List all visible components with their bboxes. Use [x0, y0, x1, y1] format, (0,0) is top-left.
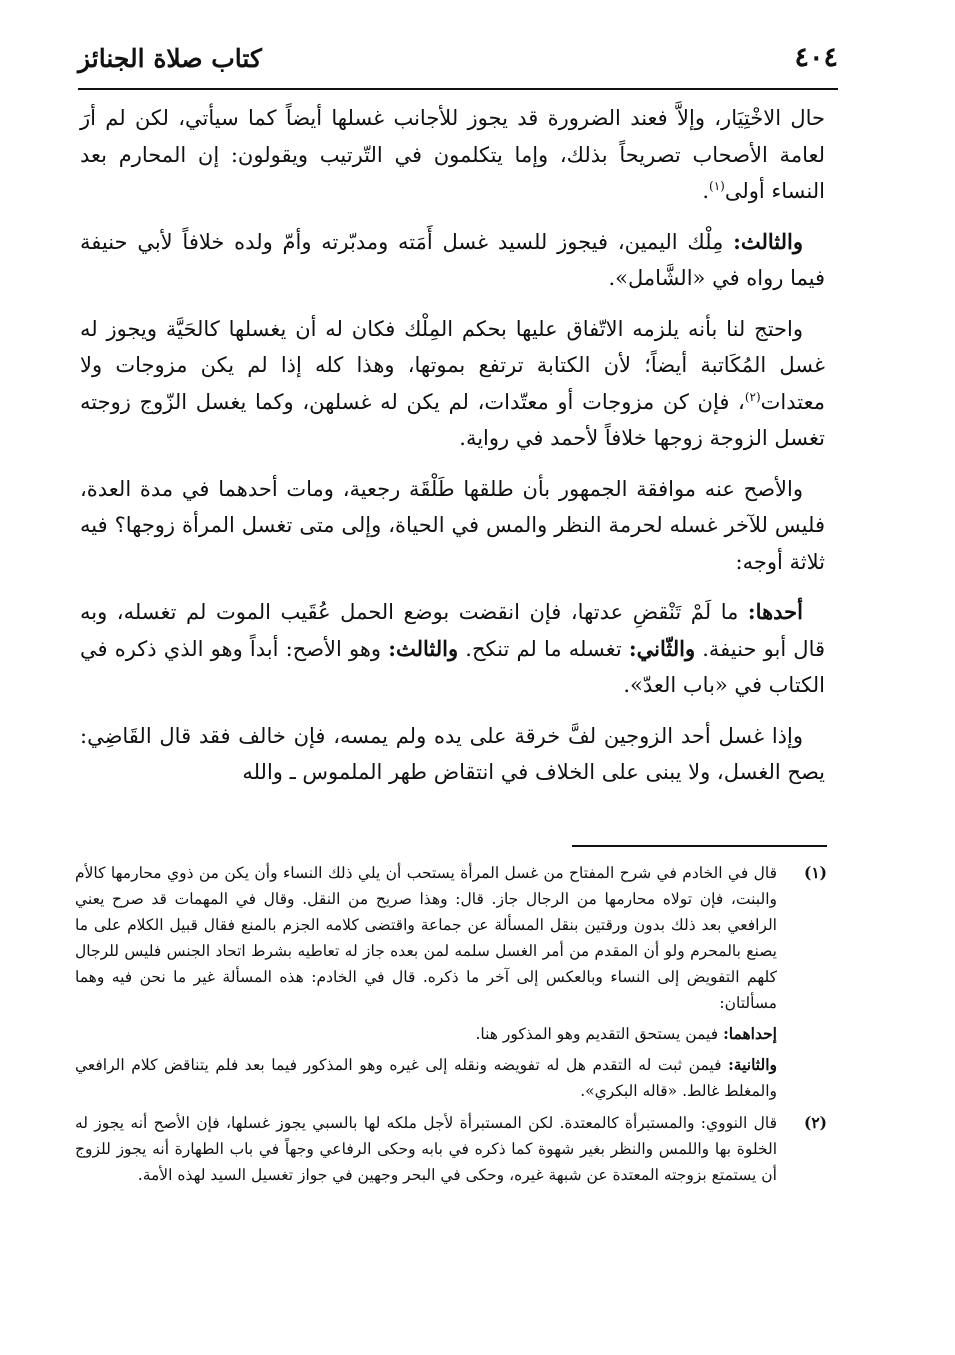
- running-title: كتاب صلاة الجنائز: [78, 44, 262, 73]
- term-first: أحدها:: [747, 599, 803, 624]
- main-text: [80, 100, 825, 805]
- paragraph-4: والأصح عنه موافقة الجمهور بأن طلقها طَلْقَة رجعية، ومات أحدهما في مدة العدة، فليس للآخر غسله لحرمة النظر والمس في الحياة، وإلى متى تغسل المرأة زوجها؟ فيه ثلاثة أوجه:: [80, 476, 825, 574]
- footnote-1-second-issue: والثانية: فيمن ثبت له التقدم هل له تفويضه ونقله إلى غيره وهو المذكور فيما بعد فلم يتناقض كلام الرافعي والمغلط غالط. «قاله البكري».: [75, 1055, 777, 1100]
- footnote-1-text: قال في الخادم في شرح المفتاح من غسل المرأة يستحب أن يلي ذلك النساء وأن يكن من ذوي محارمها كالأم والبنت، فإن تولاه محارمها من الرجال جاز. قال: وهذا صريح من النقل. وقال في المهمات قد صرح يعني الرافعي بعد ذلك بدون ورقتين بنقل المسألة عن جماعة واقتضى كلامه الجزم بالمنع فقال قبيل الكلام على ما يصنع بالمحرم ولو أن المقدم من أمر الغسل سلمه لمن بعده جاز له تعاطيه بشرط اتحاد الجنس فليس للرجال كلهم التفويض إلى النساء وبالعكس إلى آخر ما ذكره. قال في الخادم: هذه المسألة غير ما نحن فيه وهما مسألتان:: [75, 864, 777, 1012]
- term-third: والثالث:: [733, 228, 803, 254]
- footnote-2: [75, 1110, 827, 1188]
- footnote-number-1: (١): [803, 863, 827, 882]
- footnote-1: [75, 860, 827, 1104]
- footnote-separator: [572, 845, 827, 847]
- paragraph-6: وإذا غسل أحد الزوجين لفَّ خرقة على يده ولم يمسه، فإن خالف فقد قال القَاضِي: يصح الغسل، ولا يبنى على الخلاف في انتقاض طهر الملموس ـ والله: [80, 723, 825, 784]
- footnote-ref-1[interactable]: (١): [709, 179, 725, 193]
- page-number: ٤٠٤: [794, 42, 838, 73]
- term-second: والثّاني:: [628, 635, 696, 661]
- footnote-1-first-issue: إحداهما: فيمن يستحق التقديم وهو المذكور هنا.: [475, 1024, 777, 1043]
- paragraph-3: واحتج لنا بأنه يلزمه الاتّفاق عليها بحكم المِلْك فكان له أن يغسلها كالحَيَّة ويجوز له غسل المُكَاتبة أيضاً؛ لأن الكتابة ترتفع بموتها، وهذا كله إذا لم يكن مزوجات ولا معتدات$^{(٢)}$، فإن كن مزوجات أو معتّدات، لم يكن له غسلهن، وكما يغسل الزّوج زوجته تغسل الزوجة زوجها خلافاً لأحمد في رواية.: [80, 316, 825, 450]
- paragraph-1: حال الاخْتِيَار، وإلاَّ فعند الضرورة قد يجوز للأجانب غسلها أيضاً كما سيأتي، لكن لم أرَ لعامة الأصحاب تصريحاً بذلك، وإما يتكلمون في التّرتيب ويقولون: إن المحارم بعد النساء أولى$^{(١)}$.: [80, 106, 825, 203]
- page-header: [78, 38, 838, 90]
- footnote-2-text: قال النووي: والمستبرأة كالمعتدة. لكن المستبرأة لأجل ملكه لها بالسبي يجوز غسلها، فإن الأصح أنه يجوز له الخلوة بها واللمس والنظر بغير شهوة كما ذكره في بابه وحكى الرفاعي وجهاً في باب الطهارة أنه يجوز للزوج أن يستمتع بزوجته المعتدة عن شبهة غيره، وحكى في البحر وجهين في جواز تغسيل السيد لهذه الأمة.: [75, 1114, 777, 1184]
- paragraph-2: والثالث: مِلْك اليمين، فيجوز للسيد غسل أَمَته ومدبّرته وأمّ ولده خلافاً لأبي حنيفة فيما رواه في «الشَّامل».: [80, 228, 825, 290]
- footnotes: [75, 860, 827, 1194]
- term-third-view: والثالث:: [388, 635, 459, 661]
- footnote-ref-2[interactable]: (٢): [744, 389, 761, 404]
- paragraph-5: أحدها: ما لَمْ تَنْقضِ عدتها، فإن انقضت بوضع الحمل عُقَيب الموت لم تغسله، وبه قال أبو حنيفة. والثّاني: تغسله ما لم تنكح. والثالث: وهو الأصح: أبداً وهو الذي ذكره في الكتاب في «باب العدّ».: [80, 599, 826, 697]
- footnote-number-2: (٢): [803, 1113, 827, 1132]
